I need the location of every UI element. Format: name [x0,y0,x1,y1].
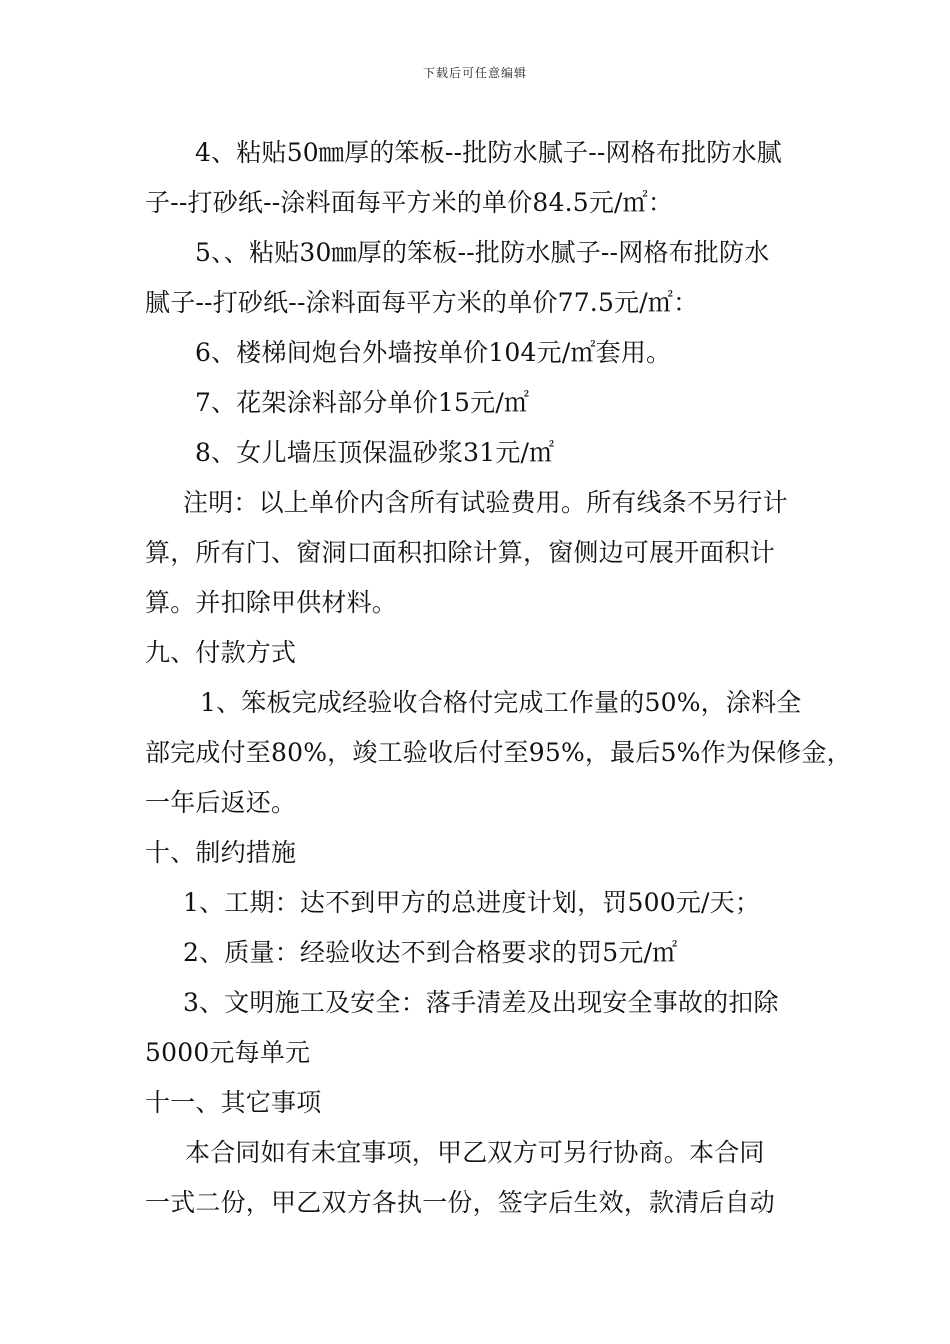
note-line: 算。并扣除甲供材料。 [145,588,398,617]
paragraph-line: 一年后返还。 [145,788,297,817]
paragraph-line: 腻子--打砂纸--涂料面每平方米的单价77.5元/㎡： [145,288,699,317]
note-line: 算，所有门、窗洞口面积扣除计算，窗侧边可展开面积计 [145,538,776,567]
section-heading: 十一、其它事项 [145,1088,322,1117]
paragraph-line: 5、、粘贴30㎜厚的笨板--批防水腻子--网格布批防水 [195,238,770,267]
paragraph-line: 5000元每单元 [145,1038,311,1067]
paragraph-line: 子--打砂纸--涂料面每平方米的单价84.5元/㎡： [145,188,674,217]
paragraph-line: 1、工期：达不到甲方的总进度计划，罚500元/天； [183,888,761,917]
section-heading: 九、付款方式 [145,638,297,667]
paragraph-line: 7、花架涂料部分单价15元/㎡ [195,388,530,417]
paragraph-line: 3、文明施工及安全：落手清差及出现安全事故的扣除 [183,988,779,1017]
document-body [145,128,852,1228]
paragraph-line: 本合同如有未宜事项，甲乙双方可另行协商。本合同 [185,1138,765,1167]
paragraph-line: 4、粘贴50㎜厚的笨板--批防水腻子--网格布批防水腻 [195,138,782,167]
section-heading: 十、制约措施 [145,838,297,867]
paragraph-line: 2、质量：经验收达不到合格要求的罚5元/㎡ [183,938,678,967]
page-header: 下载后可任意编辑 [422,66,527,80]
paragraph-line: 6、楼梯间炮台外墙按单价104元/㎡套用。 [195,338,672,367]
paragraph-line: 1、笨板完成经验收合格付完成工作量的50%，涂料全 [200,688,802,717]
paragraph-line: 一式二份，甲乙双方各执一份，签字后生效，款清后自动 [145,1188,776,1217]
note-line: 注明：以上单价内含所有试验费用。所有线条不另行计 [183,488,788,517]
paragraph-line: 8、女儿墙压顶保温砂浆31元/㎡ [195,438,555,467]
paragraph-line: 部完成付至80%，竣工验收后付至95%，最后5%作为保修金， [145,738,852,767]
